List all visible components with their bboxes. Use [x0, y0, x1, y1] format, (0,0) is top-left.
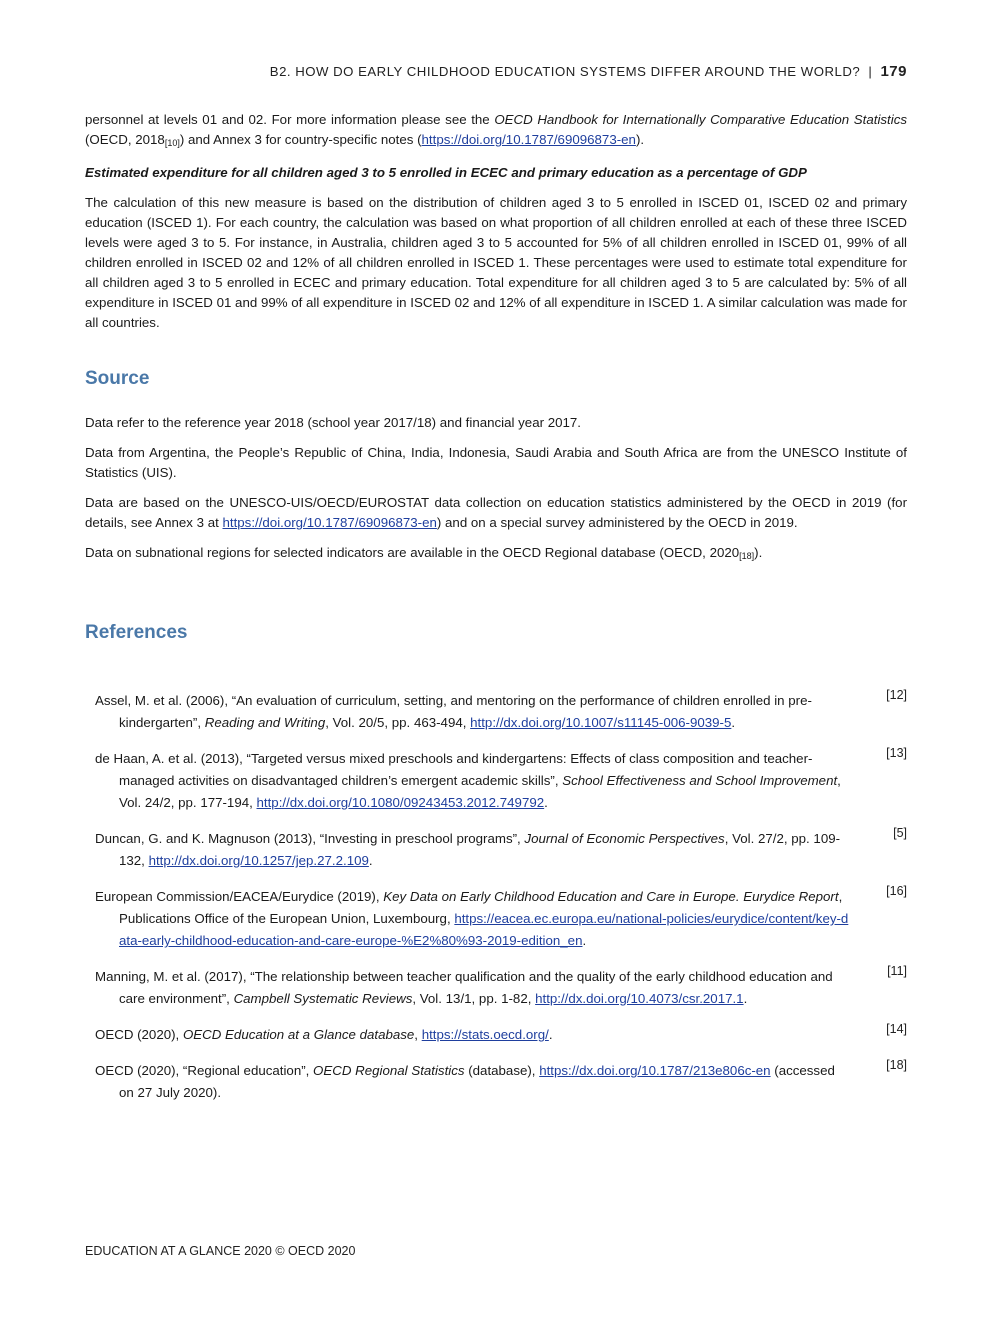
- reference-text: Manning, M. et al. (2017), “The relationship between teacher qualification and the quality of the early childhood education and care environment”,: [95, 969, 833, 1006]
- annex-link[interactable]: https://doi.org/10.1787/69096873-en: [421, 132, 636, 147]
- reference-entry: [95, 1060, 907, 1104]
- source-paragraph: Data refer to the reference year 2018 (school year 2017/18) and financial year 2017.: [85, 415, 581, 430]
- reference-text: .: [544, 795, 548, 810]
- source-text: Data are based on the UNESCO-UIS/OECD/EUROSTAT data collection on education statistics administered by the OECD in 2019 (for details, see Annex 3 at: [85, 495, 907, 530]
- references-heading: References: [85, 622, 188, 643]
- intro-text: personnel at levels 01 and 02. For more information please see the: [85, 112, 495, 127]
- reference-text: OECD (2020),: [95, 1027, 183, 1042]
- reference-source-title: OECD Regional Statistics: [313, 1063, 465, 1078]
- reference-text: (database),: [464, 1063, 540, 1078]
- source-text: ) and on a special survey administered by the OECD in 2019.: [436, 515, 798, 530]
- reference-list: [95, 690, 907, 1118]
- citation-marker: [10]: [164, 138, 180, 148]
- reference-link[interactable]: https://dx.doi.org/10.1787/213e806c-en: [539, 1063, 771, 1078]
- reference-source-title: School Effectiveness and School Improvement: [562, 773, 838, 788]
- reference-text: , Vol. 24/2, pp. 177-194,: [119, 773, 841, 810]
- handbook-title: OECD Handbook for Internationally Comparative Education Statistics: [494, 112, 907, 127]
- chapter-title: B2. HOW DO EARLY CHILDHOOD EDUCATION SYSTEMS DIFFER AROUND THE WORLD?: [269, 64, 861, 79]
- reference-text: European Commission/EACEA/Eurydice (2019),: [95, 889, 384, 904]
- expenditure-paragraph: The calculation of this new measure is based on the distribution of children aged 3 to 5 enrolled in ISCED 01, ISCED 02 and primary education (ISCED 1). For each country, the calculation was based on what proportion of all children enrolled at each of these three ISCED levels were aged 3 to 5. For instance, in Australia, children aged 3 to 5 accounted for 5% of all children enrolled in ISCED 01, 99% of all children enrolled in ISCED 02 and 12% of all children enrolled in ISCED 1. These percentages were used to estimate total expenditure for all children aged 3 to 5 enrolled in ECEC and primary education. Total expenditure for all children aged 3 to 5 are calculated by: 5% of all expenditure in ISCED 01 and 99% of all expenditure in ISCED 02 and 12% of all expenditure in ISCED 1. A similar calculation was made for all countries.: [85, 195, 907, 330]
- reference-text: , Vol. 20/5, pp. 463-494,: [325, 715, 471, 730]
- reference-text: Duncan, G. and K. Magnuson (2013), “Investing in preschool programs”,: [95, 831, 525, 846]
- reference-entry: [95, 966, 907, 1010]
- running-header: [270, 63, 907, 80]
- annex-link[interactable]: https://doi.org/10.1787/69096873-en: [222, 515, 437, 530]
- reference-text: Assel, M. et al. (2006), “An evaluation of curriculum, setting, and mentoring on the performance of children enrolled in pre-kindergarten”,: [95, 693, 812, 730]
- reference-source-title: Journal of Economic Perspectives: [524, 831, 725, 846]
- reference-source-title: Reading and Writing: [204, 715, 326, 730]
- intro-paragraph: [85, 110, 907, 153]
- reference-entry: [95, 748, 907, 814]
- header-separator: |: [868, 64, 873, 79]
- source-heading: Source: [85, 368, 150, 389]
- intro-text: ).: [635, 132, 645, 147]
- page-footer: EDUCATION AT A GLANCE 2020 © OECD 2020: [85, 1244, 356, 1258]
- reference-entry: [95, 886, 907, 952]
- reference-text: (accessed on 27 July 2020).: [119, 1063, 835, 1100]
- reference-link[interactable]: http://dx.doi.org/10.1007/s11145-006-9039-5: [470, 715, 732, 730]
- reference-text: .: [368, 853, 373, 868]
- reference-text: .: [548, 1027, 553, 1042]
- reference-source-title: Key Data on Early Childhood Education and Care in Europe. Eurydice Report: [383, 889, 839, 904]
- reference-text: .: [743, 991, 748, 1006]
- reference-source-title: OECD Education at a Glance database: [182, 1027, 415, 1042]
- source-text: Data on subnational regions for selected indicators are available in the OECD Regional database (OECD, 2020: [85, 545, 740, 560]
- reference-text: .: [582, 933, 587, 948]
- intro-text: (OECD, 2018: [85, 132, 165, 147]
- expenditure-subheading: Estimated expenditure for all children aged 3 to 5 enrolled in ECEC and primary education as a percentage of GDP: [85, 165, 807, 180]
- reference-text: .: [731, 715, 736, 730]
- source-paragraph: Data from Argentina, the People’s Republic of China, India, Indonesia, Saudi Arabia and South Africa are from the UNESCO Institute of Statistics (UIS).: [85, 445, 907, 480]
- reference-text: ,: [414, 1027, 422, 1042]
- source-paragraph: [85, 493, 907, 533]
- reference-link[interactable]: http://dx.doi.org/10.1257/jep.27.2.109: [148, 853, 369, 868]
- reference-text: , Vol. 27/2, pp. 109-132,: [119, 831, 841, 868]
- reference-text: , Publications Office of the European Union, Luxembourg,: [119, 889, 843, 926]
- source-block: [85, 413, 907, 576]
- reference-source-title: Campbell Systematic Reviews: [233, 991, 413, 1006]
- page-number: 179: [880, 63, 907, 80]
- reference-entry: [95, 828, 907, 872]
- citation-marker: [18]: [739, 551, 755, 561]
- reference-text: , Vol. 13/1, pp. 1-82,: [412, 991, 536, 1006]
- source-paragraph: [85, 543, 907, 566]
- reference-text: OECD (2020), “Regional education”,: [95, 1063, 314, 1078]
- reference-entry: [95, 1024, 907, 1046]
- reference-number: [13]: [886, 746, 907, 760]
- intro-block: [85, 110, 907, 343]
- reference-number: [18]: [886, 1058, 907, 1072]
- reference-number: [14]: [886, 1022, 907, 1036]
- reference-number: [11]: [887, 964, 907, 978]
- reference-number: [16]: [886, 884, 907, 898]
- intro-text: ) and Annex 3 for country-specific notes (: [179, 132, 422, 147]
- reference-number: [12]: [886, 688, 907, 702]
- reference-link[interactable]: http://dx.doi.org/10.4073/csr.2017.1: [535, 991, 744, 1006]
- reference-entry: [95, 690, 907, 734]
- reference-text: de Haan, A. et al. (2013), “Targeted versus mixed preschools and kindergartens: Effects of class composition and teacher-managed activities on disadvantaged children’s emergent academic skills”,: [95, 751, 813, 788]
- source-text: ).: [754, 545, 763, 560]
- reference-link[interactable]: https://stats.oecd.org/: [421, 1027, 549, 1042]
- reference-number: [5]: [893, 826, 907, 840]
- reference-link[interactable]: http://dx.doi.org/10.1080/09243453.2012.749792: [256, 795, 545, 810]
- reference-link[interactable]: https://eacea.ec.europa.eu/national-policies/eurydice/content/key-data-early-childhood-education-and-care-europe-%E2%80%93-2019-edition_en: [119, 911, 849, 948]
